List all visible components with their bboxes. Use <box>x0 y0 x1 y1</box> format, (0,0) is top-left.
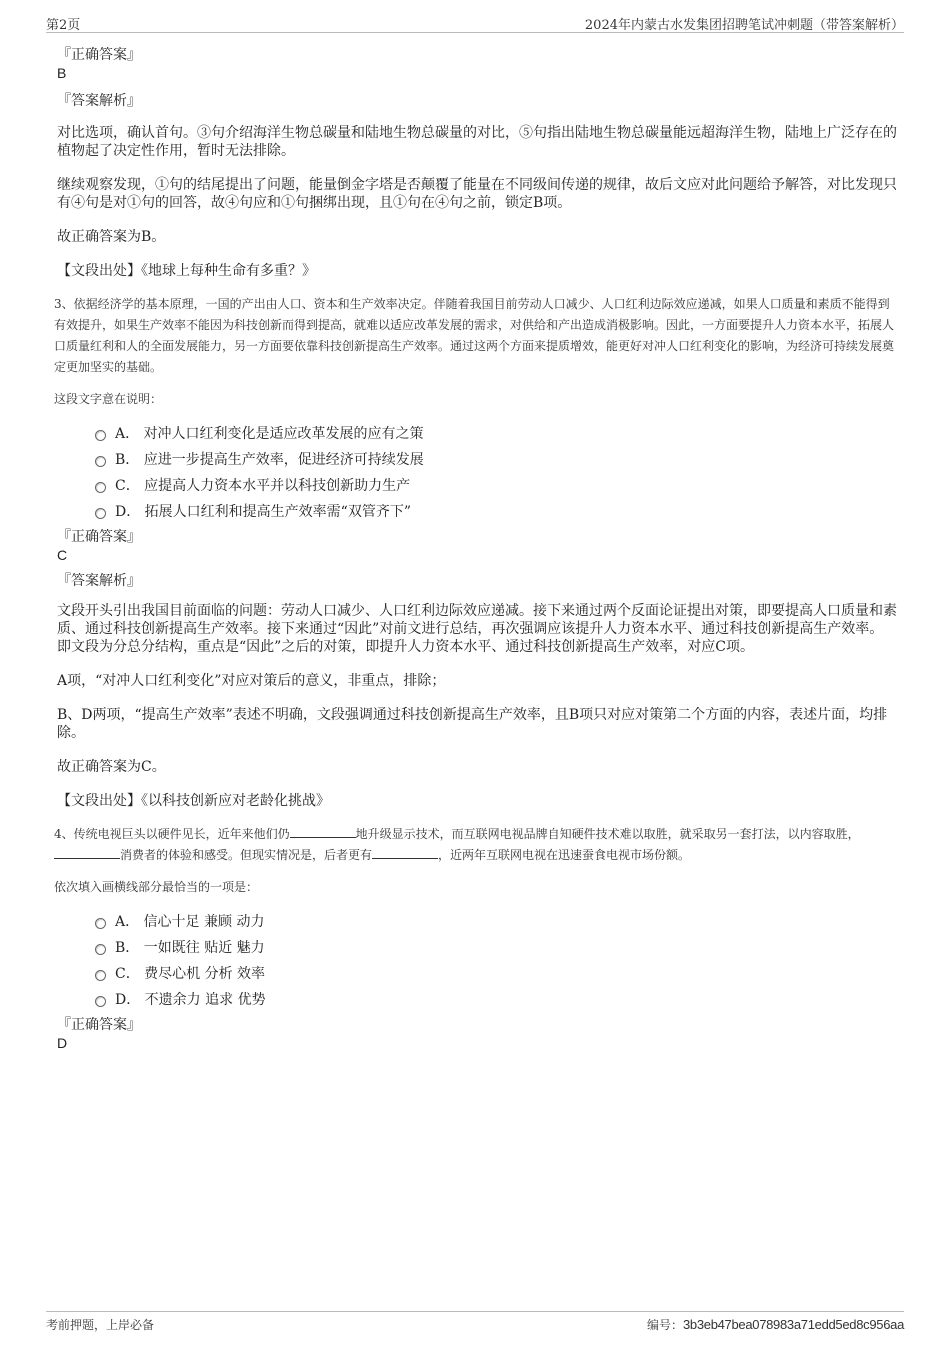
page-header <box>46 10 904 33</box>
question-ask: 依次填入画横线部分最恰当的一项是： <box>54 880 259 894</box>
option-a[interactable]: A． 信心十足 兼顾 动力 <box>57 912 897 938</box>
analysis-paragraph: 继续观察发现，①句的结尾提出了问题，能量倒金字塔是否颠覆了能量在不同级间传递的规律，故后文应对此问题给予解答，对比发现只有④句是对①句的回答，故④句应和①句捆绑出现，且①句在④句之前，锁定B项。 <box>57 177 897 211</box>
option-c[interactable]: C． 费尽心机 分析 效率 <box>57 964 897 990</box>
analysis-label: 『答案解析』 <box>57 573 141 589</box>
option-d[interactable]: D． 拓展人口红利和提高生产效率需“双管齐下” <box>57 502 897 528</box>
radio-icon[interactable] <box>95 918 106 929</box>
analysis-paragraph: A项，“对冲人口红利变化”对应对策后的意义，非重点，排除； <box>57 673 446 689</box>
radio-icon[interactable] <box>95 944 106 955</box>
document-title: 2024年内蒙古水发集团招聘笔试冲刺题（带答案解析） <box>584 18 904 33</box>
analysis-paragraph: B、D两项，“提高生产效率”表述不明确，文段强调通过科技创新提高生产效率，且B项只对应对策第二个方面的内容，表述片面，均排除。 <box>57 707 888 741</box>
analysis-paragraph: 文段开头引出我国目前面临的问题：劳动人口减少、人口红利边际效应递减。接下来通过两个反面论证提出对策，即要提高人口质量和素质、通过科技创新提高生产效率。接下来通过“因此”对前文进行总结，再次强调应该提升人力资本水平、通过科技创新提高生产效率。即文段为分总分结构，重点是“因此”之后的对策，即提升人力资本水平、通过科技创新提高生产效率，对应C项。 <box>57 603 897 655</box>
option-list <box>57 424 897 528</box>
question-stem: 4、传统电视巨头以硬件见长，近年来他们仍 地升级显示技术，而互联网电视品牌自知硬件技术难以取胜，就采取另一套打法，以内容取胜，消费者的体验和感受。但现实情况是，后者更有 ，近两年互联网电视在迅速蚕食电视市场份额。 <box>54 827 860 862</box>
radio-icon[interactable] <box>95 456 106 467</box>
page-footer <box>46 1311 904 1334</box>
correct-answer: D <box>57 1035 68 1051</box>
correct-answer-label: 『正确答案』 <box>57 47 141 63</box>
document-body <box>54 46 897 1052</box>
correct-answer-label: 『正确答案』 <box>57 1017 141 1033</box>
option-a[interactable]: A． 对冲人口红利变化是适应改革发展的应有之策 <box>57 424 897 450</box>
option-b[interactable]: B． 一如既往 贴近 魅力 <box>57 938 897 964</box>
text-source: 【文段出处】《地球上每种生命有多重？》 <box>57 263 316 279</box>
question-ask: 这段文字意在说明： <box>54 392 163 406</box>
document-code: 编号：3b3eb47bea078983a71edd5ed8c956aa <box>646 1317 904 1332</box>
option-c[interactable]: C． 应提高人力资本水平并以科技创新助力生产 <box>57 476 897 502</box>
correct-answer: B <box>57 65 67 81</box>
analysis-label: 『答案解析』 <box>57 93 141 109</box>
footer-motto: 考前押题，上岸必备 <box>46 1318 155 1332</box>
analysis-conclusion: 故正确答案为C。 <box>57 759 166 775</box>
correct-answer-label: 『正确答案』 <box>57 529 141 545</box>
option-list <box>57 912 897 1016</box>
option-b[interactable]: B． 应进一步提高生产效率，促进经济可持续发展 <box>57 450 897 476</box>
analysis-conclusion: 故正确答案为B。 <box>57 229 166 245</box>
radio-icon[interactable] <box>95 430 106 441</box>
radio-icon[interactable] <box>95 482 106 493</box>
option-d[interactable]: D． 不遗余力 追求 优势 <box>57 990 897 1016</box>
page-number: 第2页 <box>46 18 81 33</box>
fill-blank <box>290 825 356 838</box>
radio-icon[interactable] <box>95 970 106 981</box>
question-stem: 3、依据经济学的基本原理，一国的产出由人口、资本和生产效率决定。伴随着我国目前劳动人口减少、人口红利边际效应递减，如果人口质量和素质不能得到有效提升，如果生产效率不能因为科技创新而得到提高，就难以适应改革发展的需求，对供给和产出造成消极影响。因此，一方面要提升人力资本水平，拓展人口质量红利和人的全面发展能力，另一方面要依靠科技创新提高生产效率。通过这两个方面来提质增效，能更好对冲人口红利变化的影响，为经济可持续发展奠定更加坚实的基础。 <box>54 297 895 374</box>
text-source: 【文段出处】《以科技创新应对老龄化挑战》 <box>57 793 330 809</box>
fill-blank <box>54 846 120 859</box>
radio-icon[interactable] <box>95 996 106 1007</box>
radio-icon[interactable] <box>95 508 106 519</box>
correct-answer: C <box>57 547 68 563</box>
analysis-paragraph: 对比选项，确认首句。③句介绍海洋生物总碳量和陆地生物总碳量的对比，⑤句指出陆地生物总碳量能远超海洋生物，陆地上广泛存在的植物起了决定性作用，暂时无法排除。 <box>57 125 897 159</box>
fill-blank <box>372 846 438 859</box>
